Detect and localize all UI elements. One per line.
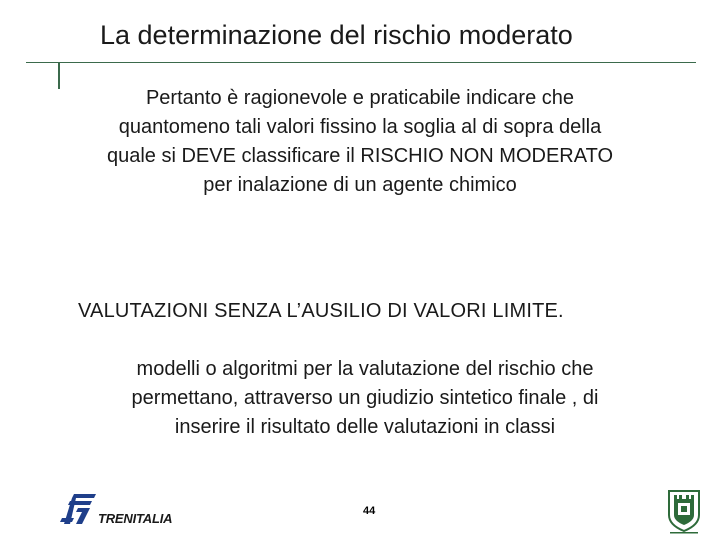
paragraph-line: per inalazione di un agente chimico [203,174,517,196]
page-number: 44 [363,505,376,517]
title-divider [26,62,696,63]
paragraph-line: quale si DEVE classificare il RISCHIO NON MODERATO [106,145,614,167]
section-heading: VALUTAZIONI SENZA L’AUSILIO DI VALORI LIMITE. [78,300,564,322]
trenitalia-logo-text: TRENITALIA [98,511,173,526]
paragraph-line: quantomeno tali valori fissino la soglia al di sopra della [118,116,602,138]
paragraph-line: inserire il risultato delle valutazioni in classi [174,416,556,438]
body-paragraph [40,84,680,200]
paragraph-line: permettano, attraverso un giudizio sintetico finale , di [131,387,599,409]
university-seal-logo [666,489,702,535]
trenitalia-logo-icon [60,490,100,526]
paragraph-line: modelli o algoritmi per la valutazione del rischio che [136,358,594,380]
university-seal-icon [666,489,702,535]
body-paragraph-secondary [0,355,720,442]
paragraph-line: Pertanto è ragionevole e praticabile indicare che [145,87,575,109]
page-title: La determinazione del rischio moderato [100,20,573,50]
